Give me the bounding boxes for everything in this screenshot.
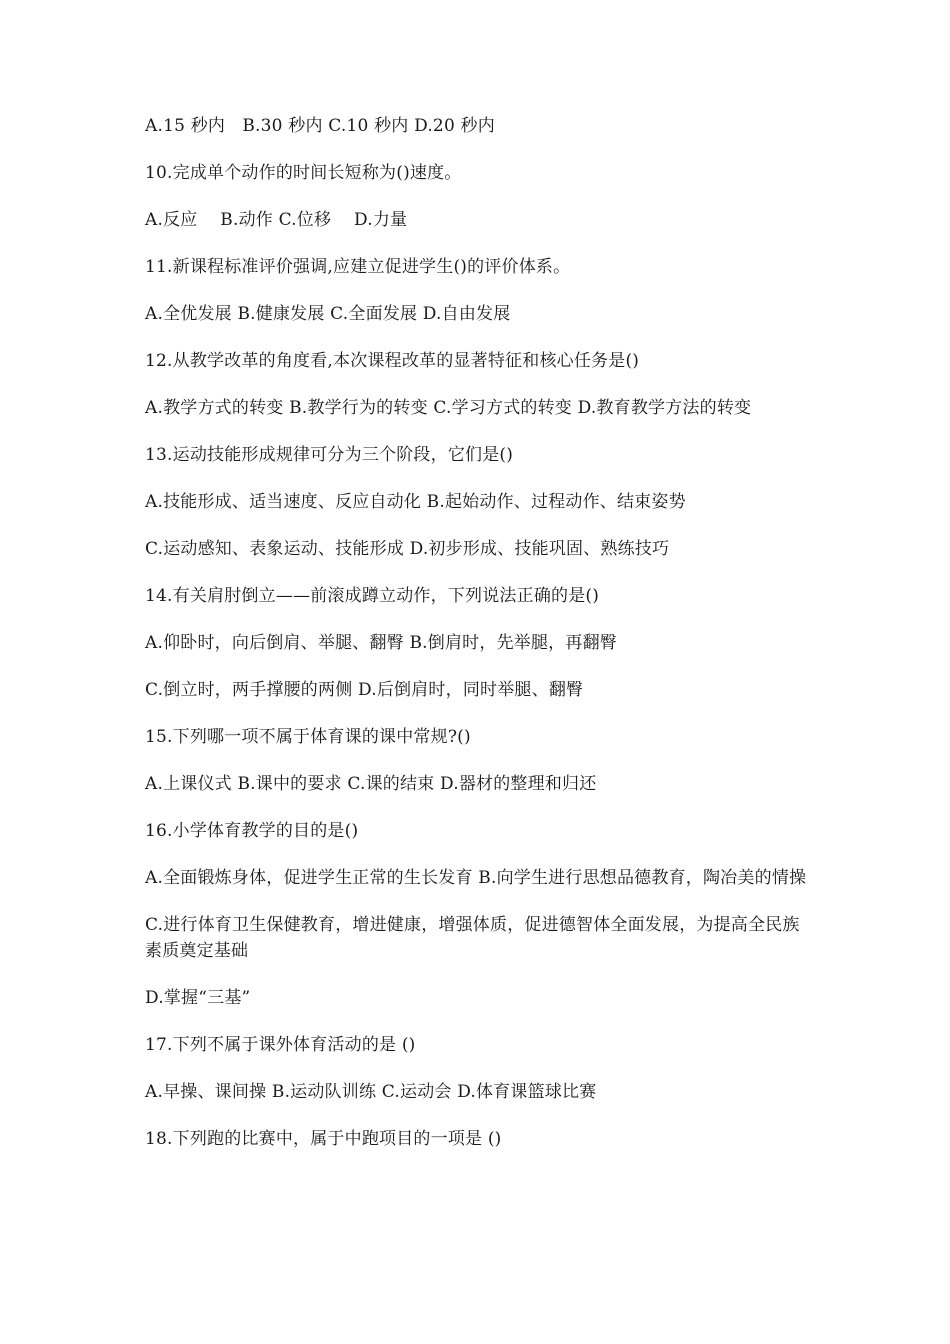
question-18: 18.下列跑的比赛中，属于中跑项目的一项是 () xyxy=(145,1129,502,1149)
option-line-q16-c: C.进行体育卫生保健教育，增进健康，增强体质，促进德智体全面发展，为提高全民族素质奠定基础 xyxy=(145,915,800,961)
option-line-q11: A.全优发展 B.健康发展 C.全面发展 D.自由发展 xyxy=(145,304,511,324)
option-line-q13-ab: A.技能形成、适当速度、反应自动化 B.起始动作、过程动作、结束姿势 xyxy=(145,492,686,512)
option-line-q16-d: D.掌握“三基” xyxy=(145,988,251,1008)
question-12: 12.从教学改革的角度看,本次课程改革的显著特征和核心任务是() xyxy=(145,351,640,371)
option-line-q17: A.早操、课间操 B.运动队训练 C.运动会 D.体育课篮球比赛 xyxy=(145,1082,597,1102)
question-16: 16.小学体育教学的目的是() xyxy=(145,821,359,841)
option-line-q14-cd: C.倒立时，两手撑腰的两侧 D.后倒肩时，同时举腿、翻臀 xyxy=(145,680,584,700)
option-line-q16-ab: A.全面锻炼身体，促进学生正常的生长发育 B.向学生进行思想品德教育，陶冶美的情操 xyxy=(145,868,807,888)
option-line-q15: A.上课仪式 B.课中的要求 C.课的结束 D.器材的整理和归还 xyxy=(145,774,597,794)
option-line-q10: A.反应 B.动作 C.位移 D.力量 xyxy=(145,210,408,230)
option-line-q13-cd: C.运动感知、表象运动、技能形成 D.初步形成、技能巩固、熟练技巧 xyxy=(145,539,670,559)
option-line-q12: A.教学方式的转变 B.教学行为的转变 C.学习方式的转变 D.教育教学方法的转变 xyxy=(145,398,752,418)
document-body xyxy=(145,113,815,1173)
question-14: 14.有关肩肘倒立——前滚成蹲立动作，下列说法正确的是() xyxy=(145,586,600,606)
option-line-q9: A.15 秒内 B.30 秒内 C.10 秒内 D.20 秒内 xyxy=(145,116,495,136)
question-11: 11.新课程标准评价强调,应建立促进学生()的评价体系。 xyxy=(145,257,571,277)
question-17: 17.下列不属于课外体育活动的是 () xyxy=(145,1035,416,1055)
question-10: 10.完成单个动作的时间长短称为()速度。 xyxy=(145,163,462,183)
question-13: 13.运动技能形成规律可分为三个阶段，它们是() xyxy=(145,445,514,465)
question-15: 15.下列哪一项不属于体育课的课中常规?() xyxy=(145,727,471,747)
option-line-q14-ab: A.仰卧时，向后倒肩、举腿、翻臀 B.倒肩时，先举腿，再翻臀 xyxy=(145,633,617,653)
